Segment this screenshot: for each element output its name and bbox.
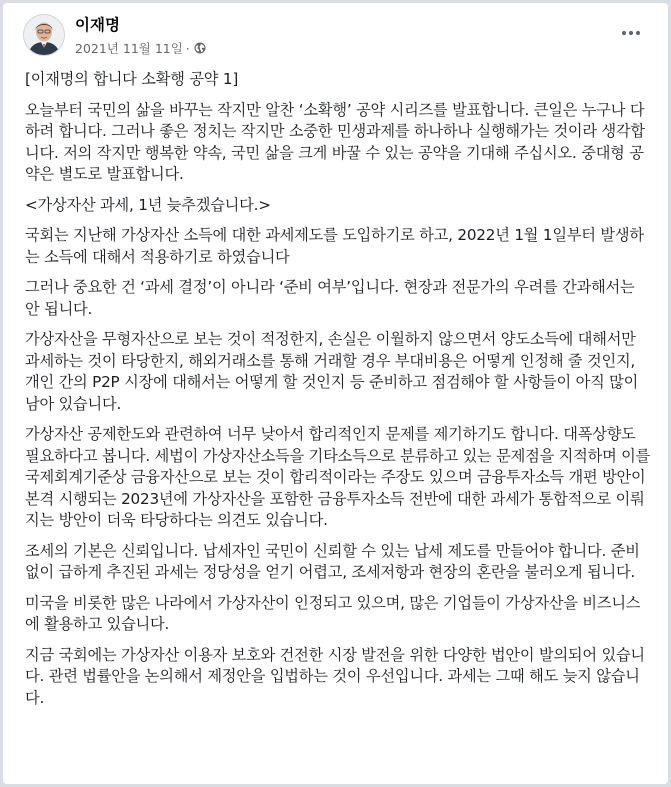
- post-paragraph: 조세의 기본은 신뢰입니다. 납세자인 국민이 신뢰할 수 있는 납세 제도를 만들어야 합니다. 준비 없이 급하게 추진된 과세는 정당성을 얻기 어렵고, 조세저항과 현장의 혼란을 불러오게 됩니다.: [25, 541, 640, 581]
- author-name[interactable]: 이재명: [75, 16, 120, 34]
- post-body: [25, 69, 653, 718]
- post-date[interactable]: 2021년 11월 11일: [75, 41, 183, 56]
- post-meta: [75, 39, 206, 57]
- post-paragraph: 국회는 지난해 가상자산 소득에 대한 과세제도를 도입하기로 하고, 2022년 1월 1일부터 발생하는 소득에 대해서 적용하기로 하였습니다: [25, 226, 644, 266]
- post-subtitle: <가상자산 과세, 1년 늦추겠습니다.>: [25, 195, 271, 214]
- post-paragraph: 가상자산 공제한도와 관련하여 너무 낮아서 합리적인지 문제를 제기하기도 합니다. 대폭상향도 필요하다고 봅니다. 세법이 가상자산소득을 기타소득으로 분류하고 있는 문제점을 지적하며 이를 국제회계기준상 금융자산으로 보는 것이 합리적이라는 주장도 있으며 금융투자소득 개편 방안이 본격 시행되는 2023년에 가상자산을 포함한 금융투자소득 전반에 대한 과세가 통합적으로 이뤄지는 방안이 더욱 타당하다는 의견도 있습니다.: [25, 425, 651, 529]
- meta-separator: ·: [185, 40, 190, 56]
- more-dots-icon: [621, 30, 641, 36]
- post-title: [이재명의 합니다 소확행 공약 1]: [25, 70, 239, 88]
- globe-icon[interactable]: [194, 42, 206, 54]
- avatar[interactable]: [23, 14, 65, 56]
- post-header: [3, 3, 668, 63]
- post-paragraph: 미국을 비롯한 많은 나라에서 가상자산이 인정되고 있으며, 많은 기업들이 가상자산을 비즈니스에 활용하고 있습니다.: [25, 593, 641, 633]
- post-paragraph: 오늘부터 국민의 삶을 바꾸는 작지만 알찬 ‘소확행’ 공약 시리즈를 발표합니다. 큰일은 누구나 다 하려 합니다. 그러나 좋은 정치는 작지만 소중한 민생과제를 하나하나 실행해가는 것이라 생각합니다. 저의 작지만 행복한 약속, 국민 삶을 크게 바꿀 수 있는 공약을 기대해 주십시오. 중대형 공약은 별도로 발표합니다.: [25, 100, 645, 183]
- more-options-button[interactable]: [618, 23, 644, 43]
- post-card: [3, 3, 668, 784]
- post-paragraph: 그러나 중요한 건 ‘과세 결정’이 아니라 ‘준비 여부’입니다. 현장과 전문가의 우려를 간과해서는 안 됩니다.: [25, 278, 635, 318]
- post-paragraph: 가상자산을 무형자산으로 보는 것이 적정한지, 손실은 이월하지 않으면서 양도소득에 대해서만 과세하는 것이 타당한지, 해외거래소를 통해 거래할 경우 부대비용은 어떻게 인정해 줄 것인지, 개인 간의 P2P 시장에 대해서는 어떻게 할 것인지 등 준비하고 점검해야 할 사항들이 아직 많이 남아 있습니다.: [25, 330, 639, 413]
- avatar-image: [24, 15, 64, 55]
- post-paragraph: 지금 국회에는 가상자산 이용자 보호와 건전한 시장 발전을 위한 다양한 법안이 발의되어 있습니다. 관련 법률안을 논의해서 제정안을 입법하는 것이 우선입니다. 과세는 그때 해도 늦지 않습니다.: [25, 645, 645, 707]
